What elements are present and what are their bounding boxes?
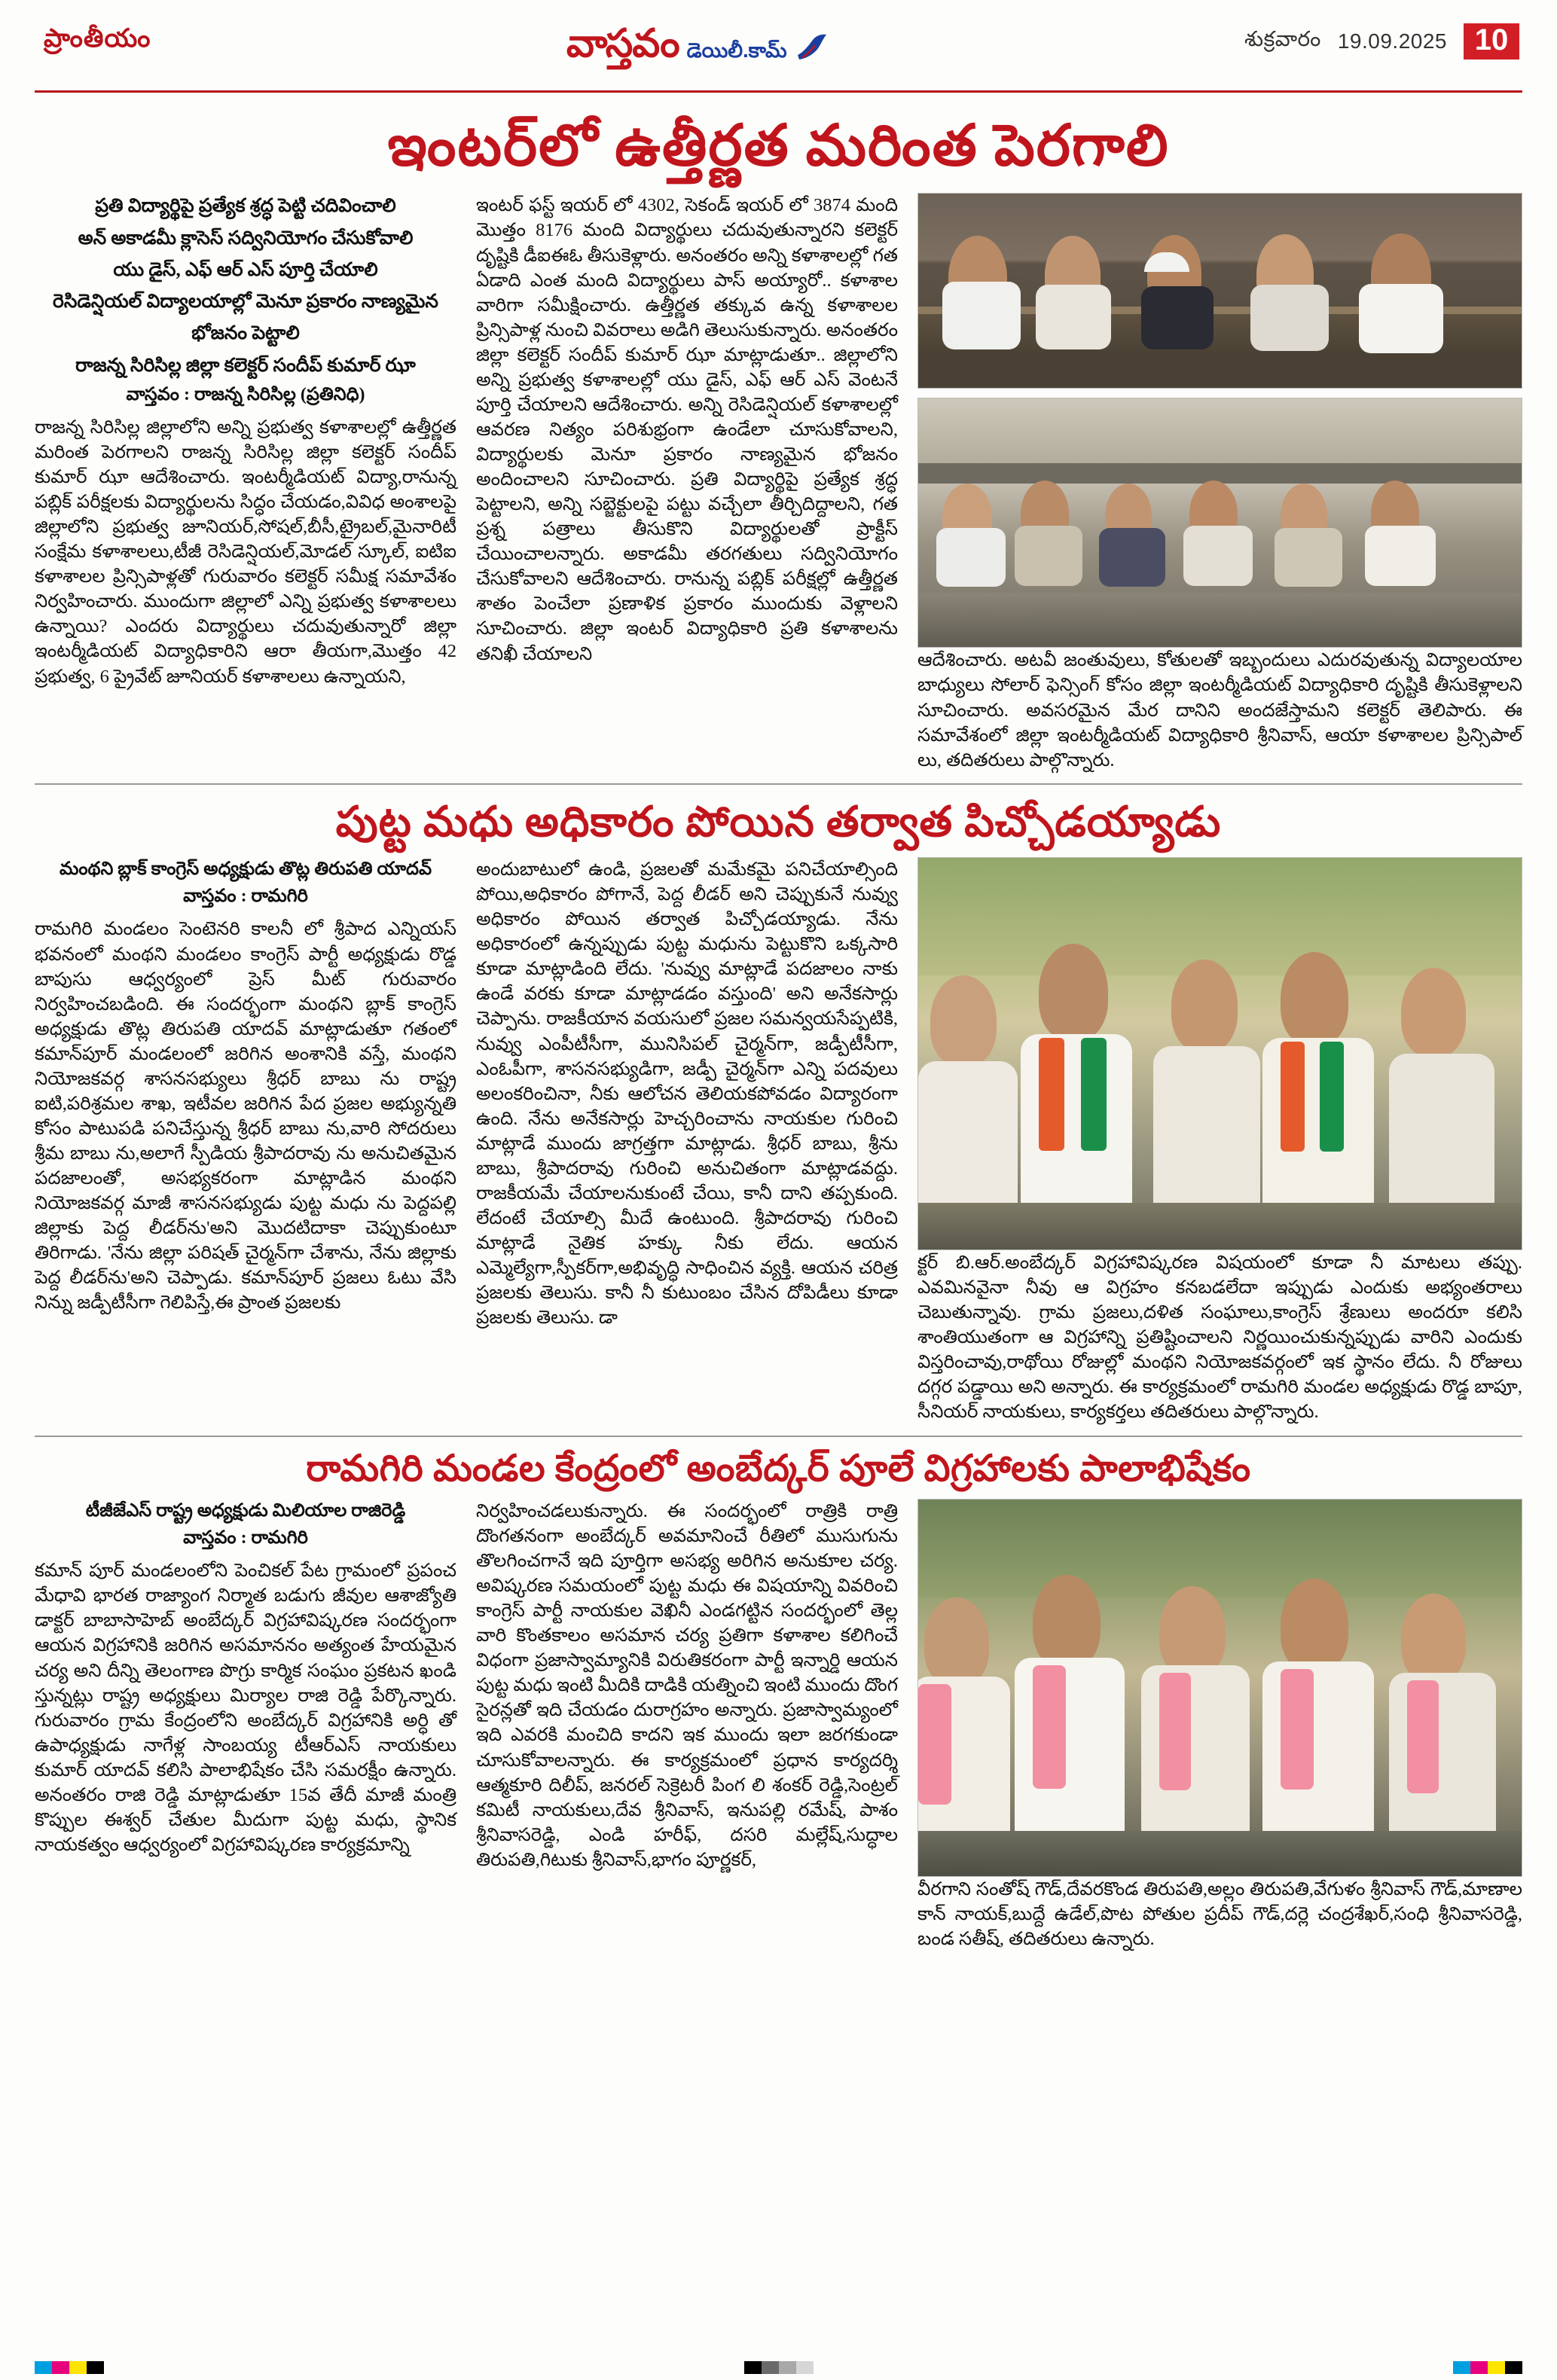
logo-title: వాస్తవం	[566, 23, 679, 66]
article1-columns	[35, 193, 1522, 772]
article3-body-2: నిర్వహించడలుకున్నారు. ఈ సందర్భంలో రాత్రికి రాత్రి దొంగతనంగా అంబేద్కర్ అవమానించే రీతిలో ముసుగును తొలగించగానే ఇది పూర్తిగా అసభ్య అరిగిన అనుకూల చర్య. అవిష్కరణ సమయంలో పుట్ట మధు ఈ విషయాన్ని వివరించి కాంగ్రెస్ పార్టీ నాయకుల వెఖినీ ఎండగట్టిన సందర్భంలో తెల్ల వారి కొంతకాలం అసమాన చర్య ప్రతిగా కళాశాల కలిగించే విధంగా ప్రజాస్వామ్యానికి విరుతికరంగా పార్టీ ఇన్నార్డి ఆయన పుట్ట మధు ఇంటి మీదికి దాడికి యత్నించి ఇంటి ముందు దొంగ సైరన్లతో ఇది చేయడం దురాగ్రహం అన్నారు. ప్రజాస్వామ్యంలో ఇది ఎవరకి మంచిది కాదని ఇక ముందు ఇలా జరగకుండా చూసుకోవాలన్నారు. ఈ కార్యక్రమంలో ప్రధాన కార్యదర్శి ఆత్మకూరి దిలీప్, జనరల్ సెక్రెటరీ పింగ లి శంకర్ రెడ్డి,సెంట్రల్ కమిటీ నాయకులు,దేవ శ్రీనివాస్, ఇనుపల్లి రమేష్, పాశం శ్రీనివాసరెడ్డి, ఎండి హరీఫ్, దసరి మల్లేష్,సుద్ధాల తిరుపతి,గిటుకు శ్రీనివాస్,భాగం పూర్ణకర్,	[476, 1500, 898, 1870]
masthead-meta	[1244, 23, 1519, 60]
article1-body-2: ఇంటర్ ఫస్ట్ ఇయర్ లో 4302, సెకండ్ ఇయర్ లో 3874 మంది మొత్తం 8176 మంది విద్యార్థులు చదువుతున్నారని కలెక్టర్ దృష్టికి డీఐఈఓ తీసుకెళ్లారు. అనంతరం అన్ని కళాశాలల్లో గత ఏడాది ఎంత మంది విద్యార్థులు పాస్ అయ్యారో.. కళాశాల వారిగా సమీక్షించారు. ఉత్తీర్ణత తక్కువ ఉన్న కళాశాలల ప్రిన్సిపాళ్ల నుంచి వివరాలు అడిగి తెలుసుకున్నారు. అనంతరం జిల్లా కలెక్టర్ సందీప్ కుమార్ ఝా మాట్లాడుతూ.. జిల్లాలోని అన్ని ప్రభుత్వ కళాశాలల్లో యు డైస్, ఎఫ్ ఆర్ ఎస్ వెంటనే పూర్తి చేయాలని ఆదేశించారు. అన్ని రెసిడెన్షియల్ కళాశాలల్లో ఆవరణ నిత్యం పరిశుభ్రంగా ఉండేలా చూసుకోవాలని, విద్యార్థులకు మెనూ ప్రకారం నాణ్యమైన భోజనం అందించాలని సూచించారు. ప్రతి విద్యార్థిపై ప్రత్యేక శ్రద్ధ పెట్టాలని, అన్ని సబ్జెక్టులపై పట్టు వచ్చేలా తీర్చిదిద్దాలని, గత ప్రశ్న పత్రాలు తీసుకొని విద్యార్థులతో ప్రాక్టీస్ చేయించాలన్నారు. అకాడమీ తరగతులు సద్వినియోగం చేసుకోవాలని ఆదేశించారు. రానున్న పబ్లిక్ పరీక్షల్లో ఉత్తీర్ణత శాతం పెంచేలా ప్రణాళిక ప్రకారం ముందుకు వెళ్లాలని సూచించారు. జిల్లా ఇంటర్ విద్యాధికారి ప్రతి కళాశాలను తనిఖీ చేయాలని	[476, 195, 898, 664]
article-putta-madhu	[35, 785, 1522, 1425]
article-ambedkar-phule-statues	[35, 1437, 1522, 1952]
colorbar-right	[1453, 2361, 1522, 2374]
meeting-hall-photo	[917, 398, 1522, 648]
page-number-badge: 10	[1464, 23, 1519, 60]
logo-subtitle: డెయిలీ.కామ్	[686, 39, 787, 62]
article3-column-2	[476, 1499, 898, 1872]
article2-byline: వాస్తవం : రామగిరి	[183, 886, 308, 907]
article2-column-2	[476, 857, 898, 1330]
article3-column-1	[35, 1499, 456, 1857]
article2-body-1: రామగిరి మండలం సెంటెనరి కాలనీ లో శ్రీపాద ఎన్నియస్ భవనంలో మంథని మండలం కాంగ్రెస్ పార్టీ అధ్యక్షుడు రొడ్డ బాపుసు ఆధ్వర్యంలో ప్రెస్ మీట్ గురువారం నిర్వహించబడింది. ఈ సందర్భంగా మంథని బ్లాక్ కాంగ్రెస్ అధ్యక్షుడు తొట్ల తిరుపతి యాదవ్ మాట్లాడుతూ గతంలో కమాన్‌పూర్ మండలంలో జరిగిన అంశానికి వస్తే, మంథని నియోజకవర్గ శాసనసభ్యులు శ్రీధర్ బాబు ను రాష్ట్ర ఐటి,పరిశ్రమల శాఖ, ఇటీవల జరిగిన పేద ప్రజల అభ్యున్నతి కోసం పాటుపడి పనిచేస్తున్న శ్రీధర్ బాబు ను,వారి సోదరులు శ్రీమ బాబు ను,అలాగే స్పీడియ శ్రీపాదరావు ను అనుచితమైన పదజాలంతో, అసభ్యకరంగా మాట్లాడిన మంథని నియోజకవర్గ మాజీ శాసనసభ్యుడు పుట్ట మధు ను పెద్దపల్లి జిల్లాకు పెద్ద లీడర్‌ను'అని మొదటిదాకా చెప్పుకుంటూ తిరిగాడు. 'నేను జిల్లా పరిషత్ చైర్మన్‌గా చేశాను, నేను జిల్లాకు పెద్ద లీడర్‌ను'అని చెప్పాడు. కమాన్‌పూర్ ప్రజలు ఓటు వేసి నిన్ను జడ్పీటీసీగా గెలిపిస్తే,ఈ ప్రాంత ప్రజలకు	[35, 919, 456, 1314]
color-registration-bars	[35, 2361, 1522, 2374]
colorbar-mid	[744, 2361, 814, 2374]
article-inter-pass-rate	[35, 93, 1522, 773]
article3-headline: రామగిరి మండల కేంద్రంలో అంబేద్కర్ పూలే విగ్రహాలకు పాలాభిషేకం	[306, 1447, 1251, 1489]
lead-line: రెసిడెన్షియల్ విద్యాలయాల్లో మెనూ ప్రకారం నాణ్యమైన	[53, 291, 438, 313]
publication-date: 19.09.2025	[1337, 29, 1447, 53]
article1-body-1: రాజన్న సిరిసిల్ల జిల్లాలోని అన్ని ప్రభుత్వ కళాశాలల్లో ఉత్తీర్ణత మరింత పెరగాలని రాజన్న సిరిసిల్ల జిల్లా కలెక్టర్ సందీప్ కుమార్ ఝా ఆదేశించారు. ఇంటర్మీడియట్ విద్యా,రానున్న పబ్లిక్ పరీక్షలకు విద్యార్థులను సిద్ధం చేయడం,వివిధ అంశాలపై జిల్లాలోని ప్రభుత్వ జూనియర్,సోషల్,బీసీ,ట్రైబల్,మైనారిటీ సంక్షేమ కళాశాలలు,టీజీ రెసిడెన్షియల్,మోడల్ స్కూల్, ఐటిఐ కళాశాలల ప్రిన్సిపాళ్లతో గురువారం కలెక్టర్ సమీక్ష సమావేశం నిర్వహించారు. ముందుగా జిల్లాలో ఎన్ని ప్రభుత్వ కళాశాలలు ఉన్నాయి? ఎందరు విద్యార్థులు చదువుతున్నారో జిల్లా ఇంటర్మీడియట్ విద్యాధికారిని ఆరా తీయగా,మొత్తం 42 ప్రభుత్వ, 6 ప్రైవేట్ జూనియర్ కళాశాలలు ఉన్నాయని,	[35, 416, 456, 687]
publication-logo	[566, 25, 829, 64]
statue-garland-group-photo	[917, 1499, 1522, 1877]
press-meet-rally-photo	[917, 857, 1522, 1250]
article1-caption: ఆదేశించారు. అటవీ జంతువులు, కోతులతో ఇబ్బందులు ఎదురవుతున్న విద్యాలయాల బాధ్యులు సోలార్ ఫెన్సింగ్ కోసం జిల్లా ఇంటర్మీడియట్ విద్యాధికారి దృష్టికి తీసుకెళ్లాలని సూచించారు. అవసరమైన మేర దానిని అందజేస్తామని కలెక్టర్ తెలిపారు. ఈ సమావేశంలో జిల్లా ఇంటర్మీడియట్ విద్యాధికారి శ్రీనివాస్, ఆయా కళాశాలల ప్రిన్సిపాల్ లు, తదితరులు పాల్గొన్నారు.	[917, 650, 1522, 770]
article3-kicker: టీజీజేఎస్ రాష్ట్ర అధ్యక్షుడు మిలియాల రాజిరెడ్డి	[85, 1500, 406, 1521]
lead-line: యు డైస్, ఎఫ్ ఆర్ ఎస్ పూర్తి చేయాలి	[113, 259, 378, 280]
article2-column-3	[917, 857, 1522, 1424]
article1-lead-block	[35, 193, 456, 380]
masthead	[35, 0, 1522, 93]
article2-body-2: అందుబాటులో ఉండి, ప్రజలతో మమేకమై పనిచేయాల్సింది పోయి,అధికారం పోగానే, పెద్ద లీడర్ అని చెప్పుకునే నువ్వు అధికారం పోయిన తర్వాత పిచ్చోడయ్యాడు. నేను అధికారంలో ఉన్నప్పుడు పుట్ట మధును పెట్టుకొని ఒక్కసారి కూడా మాట్లాడింది లేదు. 'నువ్వు మాట్లాడే పదజాలం నాకు ఉండే వరకు కూడా మాట్లాడడం వస్తుంది' అని అనేకసార్లు చెప్పాను. రాజకీయాన వయసులో ప్రజల సమన్వయసేప్పటికి, నువ్వు ఎంపీటీసీగా, మునిసిపల్ చైర్మన్‌గా, జడ్పీటీసీగా, ఎంఓపీగా, శాసనసభ్యుడిగా, జడ్పీ చైర్మన్‌గా ఎన్ని పదవులు అలంకరించినా, నీకు ఆలోచన తెలియకపోవడం విద్యారంగా ఉంది. నేను అనేకసార్లు హెచ్చరించాను నాయకుల గురించి మాట్లాడే ముందు జాగ్రత్తగా మాట్లాడు. శ్రీధర్ బాబు, శ్రీను బాబు, శ్రీపాదరావు గురించి అనుచితంగా మాట్లాడవద్దు. రాజకీయమే చేయాలనుకుంటే చేయి, కానీ దాని తప్పకుంది. లేదంటే చేయాల్సి మీదే ఉంటుంది. శ్రీపాదరావు గురించి మాట్లాడే నైతిక హక్కు నీకు లేదు. ఆయన ఎమ్మెల్యేగా,స్పీకర్‌గా,అభివృద్ధి సాధించిన వ్యక్తి. ఆయన చరిత్ర ప్రజలకు తెలుసు. కానీ నీ కుటుంబం చేసిన దోపిడీలు కూడా ప్రజలకు తెలుసు. డా	[476, 859, 898, 1329]
article1-column-3	[917, 193, 1522, 772]
article3-body-1: కమాన్ పూర్ మండలంలోని పెంచికల్ పేట గ్రామంలో ప్రపంచ మేధావి భారత రాజ్యాంగ నిర్మాత బడుగు జీవుల ఆశాజ్యోతి డాక్టర్ బాబాసాహెబ్ అంబేద్కర్ విగ్రహావిష్కరణ సందర్భంగా ఆయన విగ్రహానికి జరిగిన అసమాననం అత్యంత హేయమైన చర్య అని దీన్ని తెలంగాణ పొగ్రు కార్మిక సంఘం ప్రకటన ఖండి స్తున్నట్లు రాష్ట్ర అధ్యక్షులు మిర్యాల రాజి రెడ్డి పేర్కొన్నారు. గురువారం గ్రామ కేంద్రంలోని అంబేద్కర్ విగ్రహానికి అర్ధి తో ఉపాధ్యక్షుడు నాగేళ్ల సాంబయ్య టీఆర్ఎస్ నాయకులు కుమార్ యాదవ్ కలిసి పాలాభిషేకం చేసి సమరక్షీం ఉన్నారు. అనంతరం రాజి రెడ్డి మాట్లాడుతూ 15వ తేదీ మాజీ మంత్రి కొప్పుల ఈశ్వర్ చేతుల మీదుగా పుట్ట మధు, స్థానిక నాయకత్వం ఆధ్వర్యంలో విగ్రహావిష్కరణ కార్యక్రమాన్ని	[35, 1561, 456, 1855]
article3-caption: వీరగాని సంతోష్ గౌడ్,దేవరకొండ తిరుపతి,అల్లం తిరుపతి,వేగుళం శ్రీనివాస్ గౌడ్,మాణాల కాన్ నాయక్,బుద్దే ఉడేల్,పొట పోతుల ప్రదీప్ గౌడ్,దర్లె చంద్రశేఖర్,సంధి శ్రీనివాసరెడ్డి, బండ సతీష్, తదితరులు ఉన్నారు.	[917, 1878, 1522, 1949]
article2-headline: పుట్ట మధు అధికారం పోయిన తర్వాత పిచ్చోడయ్యాడు	[335, 798, 1222, 846]
lead-line: రాజన్న సిరిసిల్ల జిల్లా కలెక్టర్ సందీప్ కుమార్ ఝా	[75, 355, 416, 376]
section-label: ప్రాంతీయం	[44, 23, 151, 53]
article2-caption: క్టర్ బి.ఆర్.అంబేద్కర్ విగ్రహావిష్కరణ విషయంలో కూడా నీ మాటలు తప్పు. ఎవమినవైనా నీవు ఆ విగ్రహం కనబడలేదా ఇప్పుడు ఎందుకు అభ్యంతరాలు చెబుతున్నావు. గ్రామ ప్రజలు,దళిత సంఘాలు,కాంగ్రెస్ శ్రేణులు అందరూ కలిసి శాంతియుతంగా ఆ విగ్రహాన్ని ప్రతిష్టించాలని నిర్ణయించుకున్నప్పుడు వారిని ఎందుకు విస్తరించావు,రాథోయి రోజుల్లో మంథని నియోజకవర్గంలో ఇక స్థానం లేదు. నీ రోజులు దగ్గర పడ్డాయి అని అన్నారు. ఈ కార్యక్రమంలో రామగిరి మండల అధ్యక్షుడు రొడ్డ బాపూ, సీనియర్ నాయకులు, కార్యకర్తలు తదితరులు పాల్గొన్నారు.	[917, 1253, 1522, 1423]
bird-icon	[795, 32, 829, 64]
article3-columns	[35, 1499, 1522, 1951]
lead-line: భోజనం పెట్టాలి	[191, 323, 300, 344]
article1-column-2	[476, 193, 898, 666]
publication-day: శుక్రవారం	[1244, 26, 1321, 50]
article3-column-3	[917, 1499, 1522, 1951]
lead-line: ప్రతి విద్యార్థిపై ప్రత్యేక శ్రద్ధ పెట్టి చదివించాలి	[95, 196, 396, 217]
article2-columns	[35, 857, 1522, 1424]
lead-line: అన్ అకాడమీ క్లాసెస్ సద్వినియోగం చేసుకోవాలి	[78, 227, 414, 249]
colorbar-left	[35, 2361, 104, 2374]
article3-byline: వాస్తవం : రామగిరి	[183, 1528, 308, 1549]
article1-headline: ఇంటర్‌లో ఉత్తీర్ణత మరింత పెరగాలి	[387, 114, 1170, 178]
article1-byline: వాస్తవం : రాజన్న సిరిసిల్ల (ప్రతినిధి)	[126, 384, 365, 404]
article2-kicker: మంథని బ్లాక్ కాంగ్రెస్ అధ్యక్షుడు తొట్ల తిరుపతి యాదవ్	[59, 859, 432, 880]
article2-column-1	[35, 857, 456, 1315]
dais-officials-photo	[917, 193, 1522, 389]
article1-column-1	[35, 193, 456, 688]
